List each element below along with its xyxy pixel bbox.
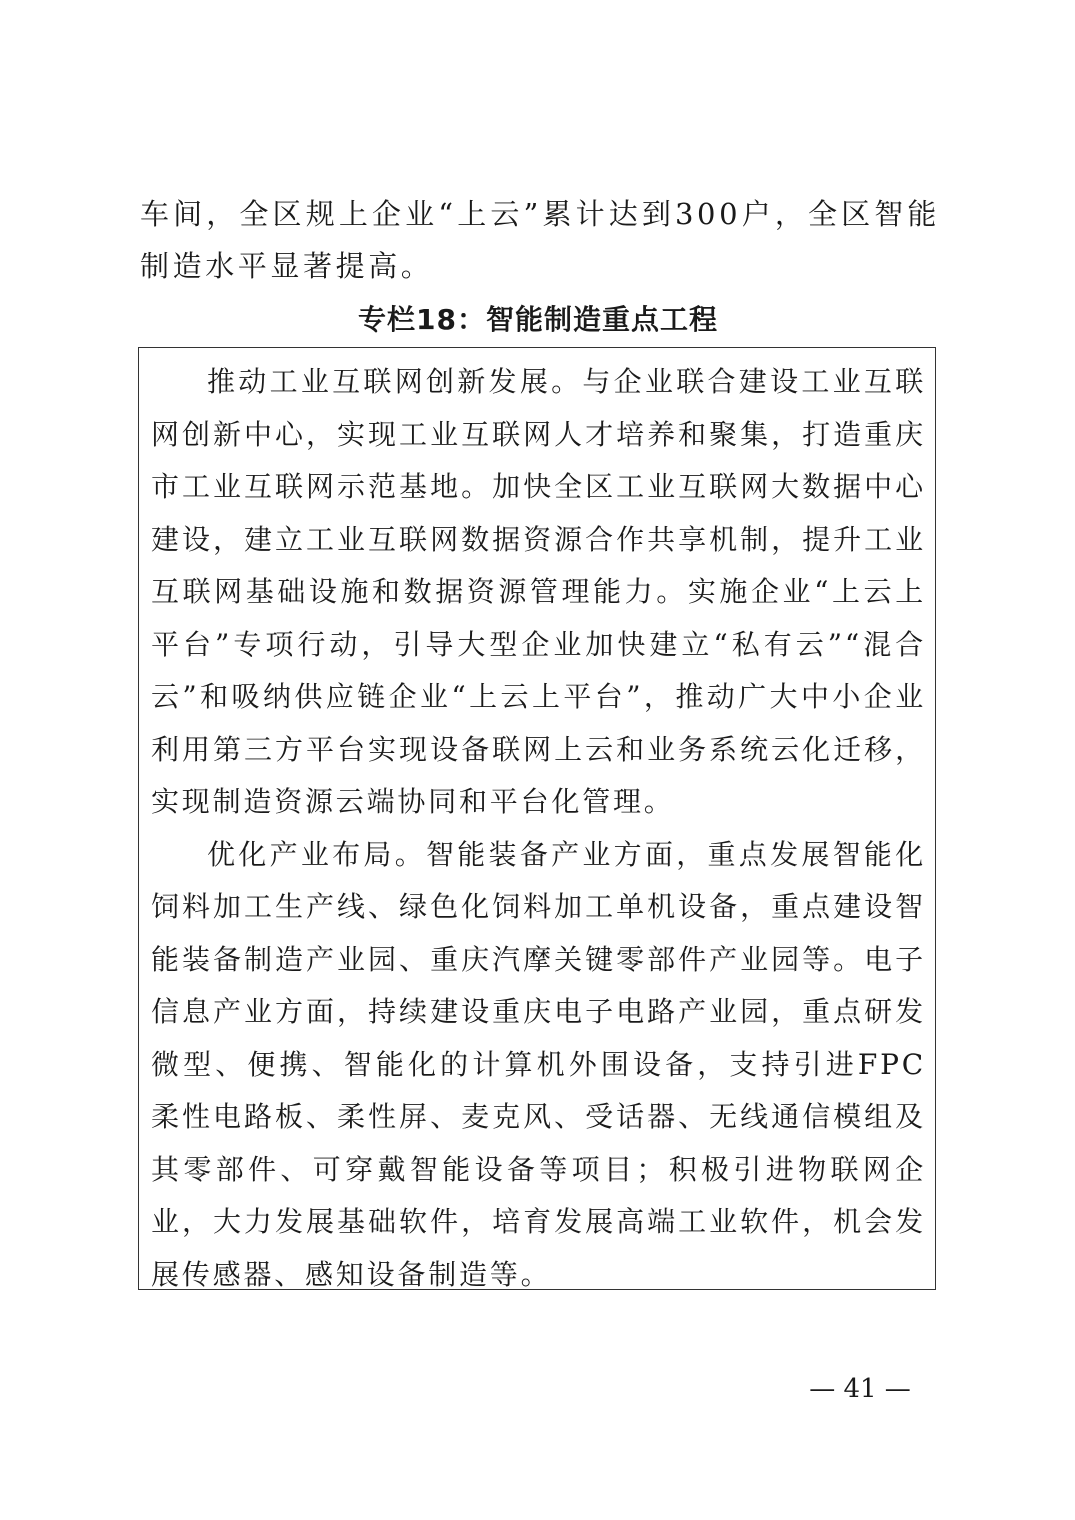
box-paragraph: 推动工业互联网创新发展。与企业联合建设工业互联网创新中心，实现工业互联网人才培养和聚集，打造重庆市工业互联网示范基地。加快全区工业互联网大数据中心建设，建立工业互联网数据资源合作共享机制，提升工业互联网基础设施和数据资源管理能力。实施企业“上云上平台”专项行动，引导大型企业加快建立“私有云”“混合云”和吸纳供应链企业“上云上平台”，推动广大中小企业利用第三方平台实现设备联网上云和业务系统云化迁移，实现制造资源云端协同和平台化管理。 (151, 365, 926, 818)
page-number: — 41 — (809, 1374, 911, 1404)
box-paragraph: 优化产业布局。智能装备产业方面，重点发展智能化饲料加工生产线、绿色化饲料加工单机设备，重点建设智能装备制造产业园、重庆汽摩关键零部件产业园等。电子信息产业方面，持续建设重庆电子电路产业园，重点研发微型、便携、智能化的计算机外围设备，支持引进FPC柔性电路板、柔性屏、麦克风、受话器、无线通信模组及其零部件、可穿戴智能设备等项目；积极引进物联网企业，大力发展基础软件，培育发展高端工业软件，机会发展传感器、感知设备制造等。 (151, 837, 926, 1290)
box-title: 专栏18：智能制造重点工程 (358, 303, 718, 336)
intro-paragraph: 车间，全区规上企业“上云”累计达到300户，全区智能制造水平显著提高。 (140, 197, 940, 283)
feature-box (138, 347, 936, 1290)
